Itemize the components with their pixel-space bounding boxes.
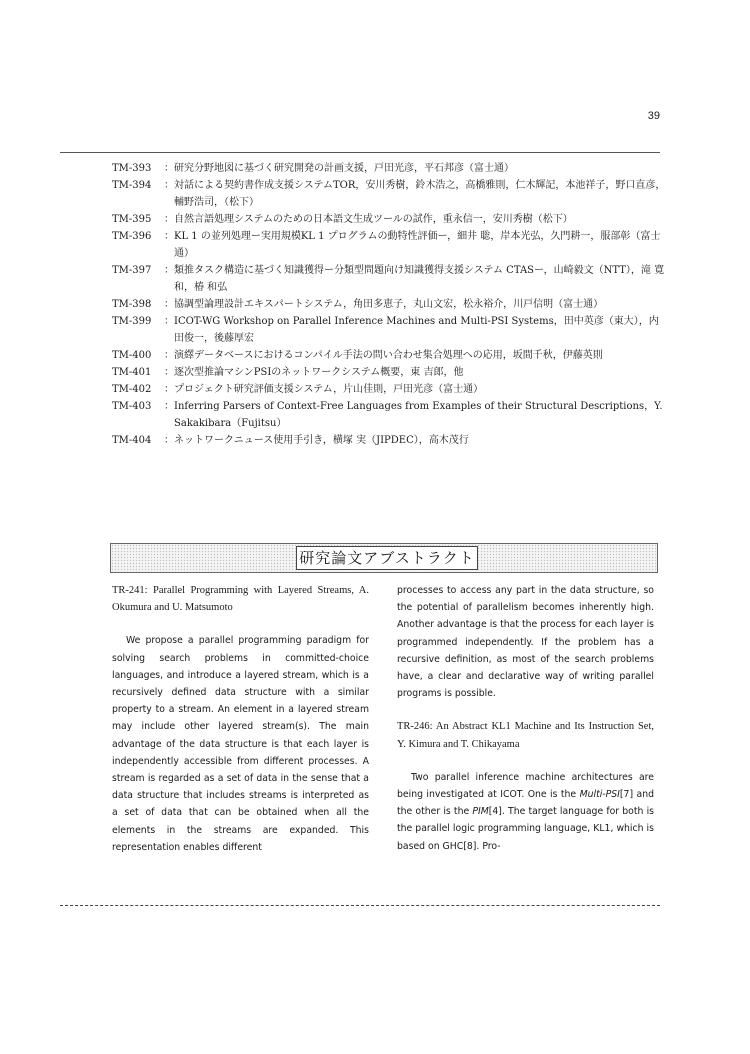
tm-item xyxy=(112,177,667,211)
tm-item xyxy=(112,347,667,364)
tm-id: TM-400 xyxy=(112,350,152,361)
abstract-title-tr241: TR-241: Parallel Programming with Layered Streams, A. Okumura and U. Matsumoto xyxy=(112,585,369,614)
tm-id: TM-397 xyxy=(112,265,152,276)
tm-text: 自然言語処理システムのための日本語文生成ツールの試作，重永信一，安川秀樹（松下） xyxy=(174,214,573,225)
tm-item xyxy=(112,211,667,228)
technical-memo-list xyxy=(112,160,667,449)
body-text: Two parallel inference machine architectures are being investigated at ICOT. One is the xyxy=(397,771,654,801)
emphasis-pim: PIM xyxy=(472,806,489,818)
tm-id: TM-393 xyxy=(112,163,152,174)
tm-separator: ： xyxy=(164,316,174,327)
tm-text: プロジェクト研究評価支援システム，片山佳則，戸田光彦（富士通） xyxy=(174,384,484,395)
emphasis-multi-psi: Multi-PSI xyxy=(579,789,620,801)
tm-id: TM-396 xyxy=(112,231,152,242)
tm-item xyxy=(112,296,667,313)
tm-separator: ： xyxy=(164,231,174,242)
tm-text: 協調型論理設計エキスパートシステム，角田多恵子，丸山文宏，松永裕介，川戸信明（富士通） xyxy=(174,299,604,310)
abstract-body-tr241: We propose a parallel programming paradigm for solving search problems in committed-choice languages, and introduce a layered stream, which is a recursively defined data structure with a similar property to a stream. An element in a layered stream may include other layered stream(s). The main advantage of the data structure is that each layer is independently accessible from different processes. A stream is regarded as a set of data in the sense that a data structure that includes streams is interpreted as a set of data that can be obtained when all the elements in the streams are expanded. This representation enables different xyxy=(112,635,369,853)
tm-text: ICOT-WG Workshop on Parallel Inference Machines and Multi-PSI Systems，田中英彦（東大），内田俊一，後藤厚宏 xyxy=(174,316,659,344)
tm-separator: ： xyxy=(164,214,174,225)
tm-item xyxy=(112,364,667,381)
tm-id: TM-395 xyxy=(112,214,152,225)
tm-item xyxy=(112,432,667,449)
tm-text: Inferring Parsers of Context-Free Languages from Examples of their Structural Descriptions，Y. Sakakibara（Fujitsu） xyxy=(174,401,663,429)
page-number: 39 xyxy=(647,110,660,122)
body-text: [4]. The target language for both is the parallel logic programming language, KL1, which is based on GHC[8]. Pro- xyxy=(397,806,654,852)
tm-item xyxy=(112,381,667,398)
abstract-continuation-tr241: processes to access any part in the data structure, so the potential of parallelism becomes inherently high. Another advantage is that the process for each layer is programmed independently. If the problem has a recursive definition, as most of the search problems have, a clear and declarative way of writing parallel programs is possible. xyxy=(397,585,654,700)
tm-item xyxy=(112,398,667,432)
tm-separator: ： xyxy=(164,265,174,276)
tm-item xyxy=(112,228,667,262)
bottom-rule xyxy=(60,905,660,906)
tm-text: 研究分野地図に基づく研究開発の計画支援，戸田光彦，平石邦彦（富士通） xyxy=(174,163,514,174)
tm-text: ネットワークニュース使用手引き，横塚 実（JIPDEC），高木茂行 xyxy=(174,435,469,446)
abstract-title-tr246: TR-246: An Abstract KL1 Machine and Its Instruction Set, Y. Kimura and T. Chikayama xyxy=(397,721,654,750)
tm-separator: ： xyxy=(164,163,174,174)
tm-id: TM-394 xyxy=(112,180,152,191)
top-rule xyxy=(60,152,660,153)
tm-item xyxy=(112,160,667,177)
tm-separator: ： xyxy=(164,299,174,310)
tm-separator: ： xyxy=(164,401,174,412)
tm-id: TM-401 xyxy=(112,367,152,378)
section-title: 研究論文アブストラクト xyxy=(296,546,478,570)
tm-text: 類推タスク構造に基づく知識獲得ー分類型問題向け知識獲得支援システム CTASー，山崎毅文（NTT），滝 寛和，椿 和弘 xyxy=(174,265,665,293)
left-column xyxy=(112,582,369,856)
abstract-body-tr246 xyxy=(397,769,654,855)
tm-separator: ： xyxy=(164,367,174,378)
tm-text: KL 1 の並列処理ー実用規模KL 1 プログラムの動特性評価ー，細井 聡，岸本光弘，久門耕一，服部彰（富士通） xyxy=(174,231,661,259)
section-banner xyxy=(110,543,658,573)
body-text: [7] and the other is the xyxy=(397,789,654,818)
tm-id: TM-403 xyxy=(112,401,152,412)
tm-text: 対話による契約書作成支援システムTOR，安川秀樹，鈴木浩之，高橋雅則，仁木輝記，本池祥子，野口直彦，輔野浩司，（松下） xyxy=(174,180,666,208)
tm-separator: ： xyxy=(164,180,174,191)
tm-item xyxy=(112,262,667,296)
tm-text: 逐次型推論マシンPSIのネットワークシステム概要，東 吉郎，他 xyxy=(174,367,464,378)
tm-id: TM-399 xyxy=(112,316,152,327)
tm-id: TM-402 xyxy=(112,384,152,395)
tm-id: TM-398 xyxy=(112,299,152,310)
tm-separator: ： xyxy=(164,384,174,395)
tm-separator: ： xyxy=(164,350,174,361)
tm-id: TM-404 xyxy=(112,435,152,446)
tm-text: 演繹データベースにおけるコンパイル手法の問い合わせ集合処理への応用，坂間千秋，伊藤英則 xyxy=(174,350,603,361)
right-column xyxy=(397,582,654,855)
tm-item xyxy=(112,313,667,347)
tm-separator: ： xyxy=(164,435,174,446)
